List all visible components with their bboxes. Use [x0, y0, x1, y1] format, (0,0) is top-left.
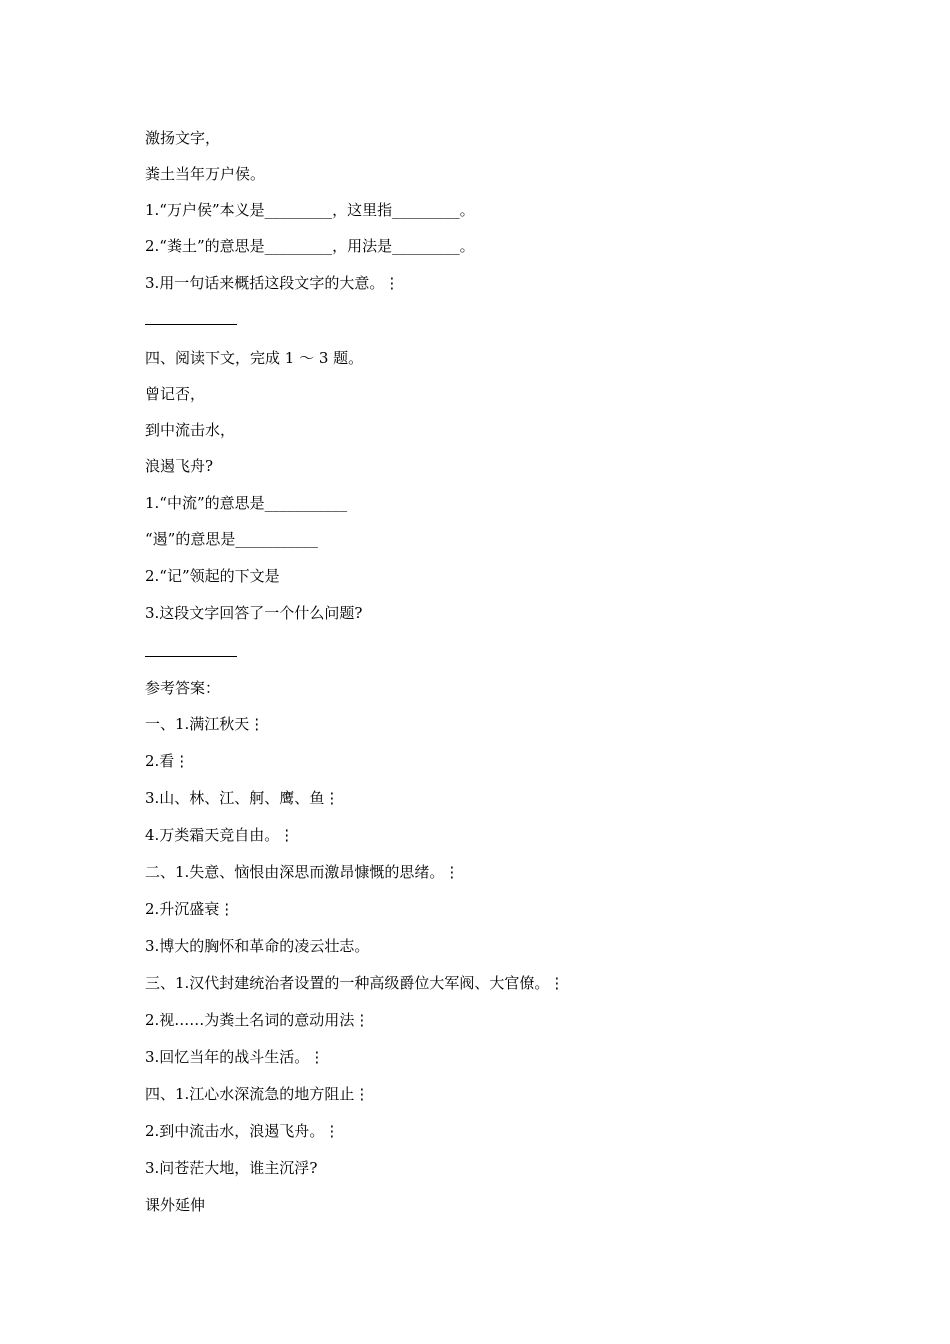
answer-line: 4.万类霜天竞自由。⋮ — [145, 826, 295, 844]
question-line: 1.“万户侯”本义是_________，这里指_________。 — [145, 201, 475, 219]
text-line: 激扬文字， — [145, 129, 221, 147]
text-line: 浪遏飞舟? — [145, 457, 214, 475]
section-heading: 四、阅读下文，完成 1 ～ 3 题。 — [145, 349, 364, 367]
question-line: 3.这段文字回答了一个什么问题? — [145, 604, 363, 622]
text-line: 到中流击水， — [145, 421, 236, 439]
answer-blank-line — [145, 656, 237, 657]
question-line: 3.用一句话来概括这段文字的大意。⋮ — [145, 274, 400, 292]
answer-line: 2.视……为粪土名词的意动用法⋮ — [145, 1011, 370, 1029]
answers-heading: 参考答案： — [145, 679, 221, 697]
answer-line: 2.到中流击水，浪遏飞舟。⋮ — [145, 1122, 340, 1140]
answer-line: 3.山、林、江、舸、鹰、鱼⋮ — [145, 789, 340, 807]
question-line: “遏”的意思是___________ — [145, 530, 318, 548]
text-line: 曾记否， — [145, 385, 206, 403]
answer-line: 3.博大的胸怀和革命的凌云壮志。 — [145, 937, 370, 955]
answer-line: 二、1.失意、恼恨由深思而激昂慷慨的思绪。⋮ — [145, 863, 460, 881]
question-line: 2.“记”领起的下文是 — [145, 567, 280, 585]
question-line: 2.“粪土”的意思是_________，用法是_________。 — [145, 237, 475, 255]
answer-blank-line — [145, 324, 237, 325]
text-line: 粪土当年万户侯。 — [145, 165, 266, 183]
answer-line: 四、1.江心水深流急的地方阻止⋮ — [145, 1085, 370, 1103]
answer-line: 2.看⋮ — [145, 752, 190, 770]
question-line: 1.“中流”的意思是___________ — [145, 494, 348, 512]
answer-line: 3.问苍茫大地，谁主沉浮? — [145, 1159, 318, 1177]
section-heading: 课外延伸 — [145, 1196, 206, 1214]
answer-line: 3.回忆当年的战斗生活。⋮ — [145, 1048, 325, 1066]
answer-line: 一、1.满江秋天⋮ — [145, 715, 265, 733]
answer-line: 2.升沉盛衰⋮ — [145, 900, 235, 918]
answer-line: 三、1.汉代封建统治者设置的一种高级爵位大军阀、大官僚。⋮ — [145, 974, 565, 992]
